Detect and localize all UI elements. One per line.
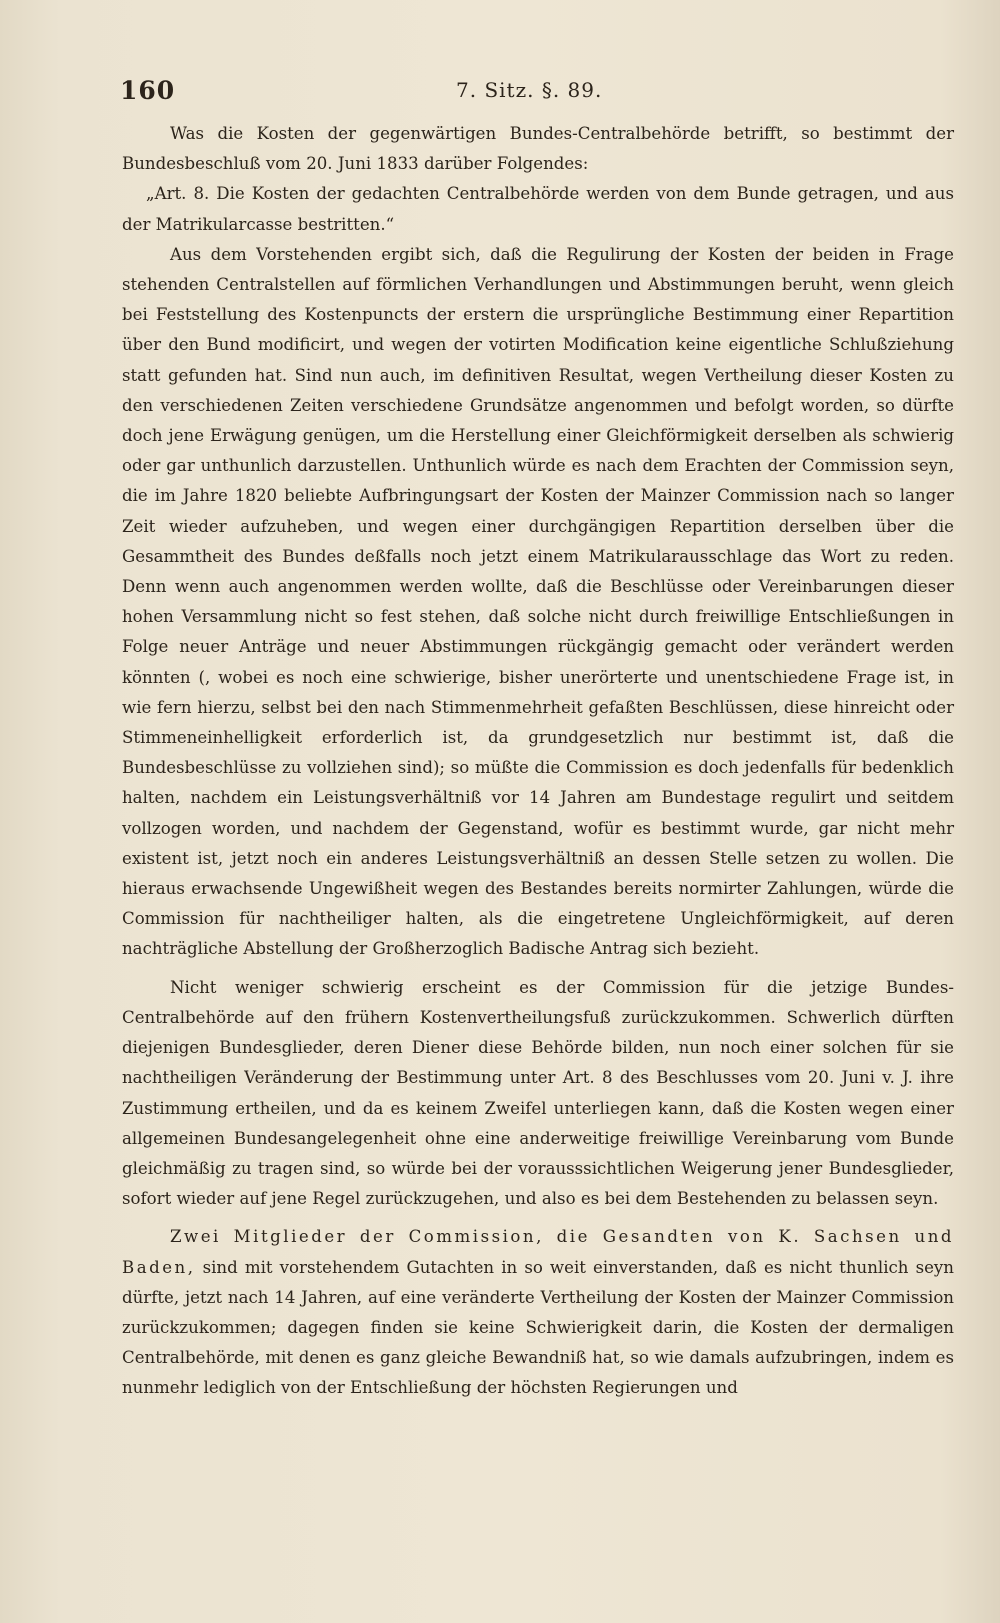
quoted-article-text: „Art. 8. Die Kosten der gedachten Centralbehörde werden von dem Bunde getragen, und aus der Matrikularcasse bestritten.“	[122, 184, 954, 234]
spaced-emphasis: Zwei Mitglieder der Commission, die Gesandten von K. Sachsen und Baden,	[122, 1227, 954, 1277]
quoted-article	[122, 179, 954, 239]
paragraph-analysis: Aus dem Vorstehenden ergibt sich, daß die Regulirung der Kosten der beiden in Frage stehenden Centralstellen auf förmlichen Verhandlungen und Abstimmungen beruht, wenn gleich bei Feststellung des Kostenpuncts der erstern die ursprüngliche Bestimmung einer Repartition über den Bund modificirt, und wegen der votirten Modification keine eigentliche Schlußziehung statt gefunden hat. Sind nun auch, im definitiven Resultat, wegen Vertheilung dieser Kosten zu den verschiedenen Zeiten verschiedene Grundsätze angenommen und befolgt worden, so dürfte doch jene Erwägung genügen, um die Herstellung einer Gleichförmigkeit derselben als schwierig oder gar unthunlich darzustellen. Unthunlich würde es nach dem Erachten der Commission seyn, die im Jahre 1820 beliebte Aufbringungsart der Kosten der Mainzer Commission nach so langer Zeit wieder aufzuheben, und wegen einer durchgängigen Repartition derselben über die Gesammtheit des Bundes deßfalls noch jetzt einem Matrikularausschlage das Wort zu reden. Denn wenn auch angenommen werden wollte, daß die Beschlüsse oder Vereinbarungen dieser hohen Versammlung nicht so fest stehen, daß solche nicht durch freiwillige Entschließungen in Folge neuer Anträge und neuer Abstimmungen rückgängig gemacht oder verändert werden könnten (, wobei es noch eine schwierige, bisher unerörterte und unentschiedene Frage ist, in wie fern hierzu, selbst bei den nach Stimmenmehrheit gefaßten Beschlüssen, diese hinreicht oder Stimmeneinhelligkeit erforderlich ist, da grundgesetzlich nur bestimmt ist, daß die Bundesbeschlüsse zu vollziehen sind); so müßte die Commission es doch jedenfalls für bedenklich halten, nachdem ein Leistungsverhältniß vor 14 Jahren am Bundestage regulirt und seitdem vollzogen worden, und nachdem der Gegenstand, wofür es bestimmt wurde, gar nicht mehr existent ist, jetzt noch ein anderes Leistungsverhältniß an dessen Stelle setzen zu wollen. Die hieraus erwachsende Ungewißheit wegen des Bestandes bereits normirter Zahlungen, würde die Commission für nachtheiliger halten, als die eingetretene Ungleichförmigkeit, auf deren nachträgliche Abstellung der Großherzoglich Badische Antrag sich bezieht.	[122, 244, 954, 959]
paragraph-minority-rest: sind mit vorstehendem Gutachten in so weit einverstanden, daß es nicht thunlich seyn dürfte, jetzt nach 14 Jahren, auf eine veränderte Vertheilung der Kosten der Mainzer Commission zurückzukommen; dagegen finden sie keine Schwierigkeit darin, die Kosten der dermaligen Centralbehörde, mit denen es ganz gleiche Bewandniß hat, so wie damals aufzubringen, indem es nunmehr lediglich von der Entschließung der höchsten Regierungen und	[122, 1257, 954, 1398]
page-number: 160	[120, 76, 176, 105]
page-header	[120, 76, 950, 112]
running-head: 7. Sitz. §. 89.	[456, 78, 603, 102]
page-body	[122, 119, 954, 1404]
paragraph-intro: Was die Kosten der gegenwärtigen Bundes-Centralbehörde betrifft, so bestimmt der Bundesbeschluß vom 20. Juni 1833 darüber Folgendes:	[122, 124, 954, 174]
paragraph-minority-opinion	[122, 1222, 954, 1403]
paragraph-central-authority: Nicht weniger schwierig erscheint es der Commission für die jetzige Bundes-Centralbehörde auf den frühern Kostenvertheilungsfuß zurückzukommen. Schwerlich dürften diejenigen Bundesglieder, deren Diener diese Behörde bilden, nun noch einer solchen für sie nachtheiligen Veränderung der Bestimmung unter Art. 8 des Beschlusses vom 20. Juni v. J. ihre Zustimmung ertheilen, und da es keinem Zweifel unterliegen kann, daß die Kosten wegen einer allgemeinen Bundesangelegenheit ohne eine anderweitige freiwillige Vereinbarung vom Bunde gleichmäßig zu tragen sind, so würde bei der vorausssichtlichen Weigerung jener Bundesglieder, sofort wieder auf jene Regel zurückzugehen, und also es bei dem Bestehenden zu belassen seyn.	[122, 977, 954, 1209]
